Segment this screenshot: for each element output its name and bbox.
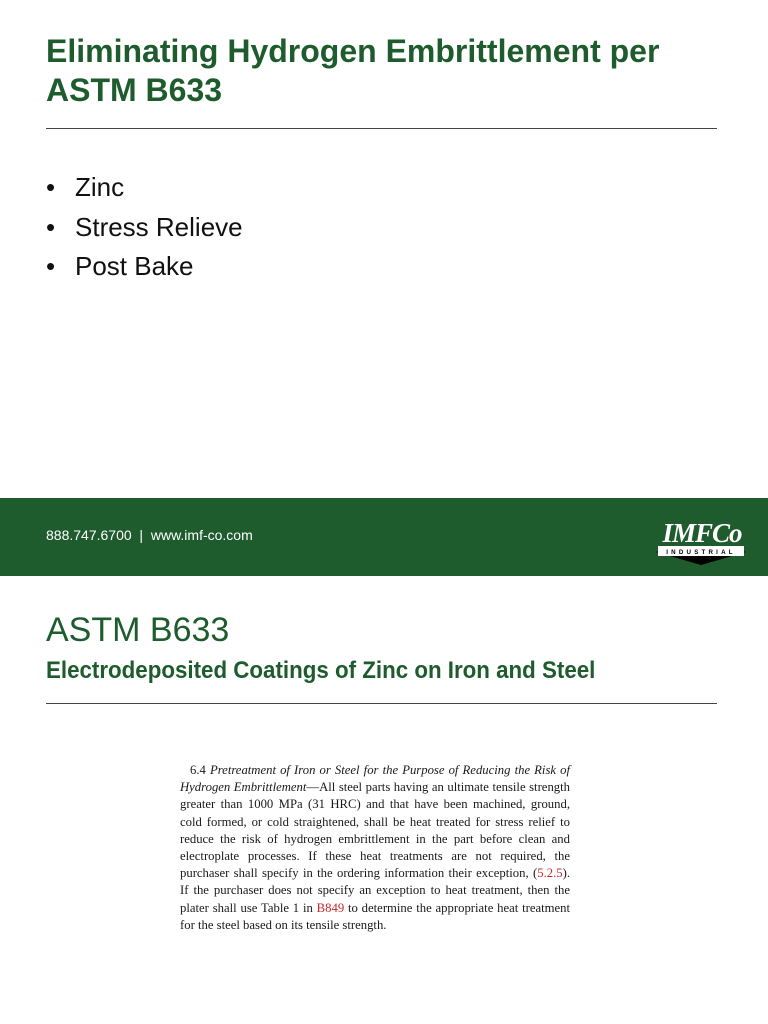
slide-2: [0, 576, 768, 1024]
em-dash: —: [306, 780, 320, 795]
standard-reference-link[interactable]: B849: [316, 900, 345, 915]
slide-2-title: ASTM B633: [46, 611, 230, 649]
bullet-text: Stress Relieve: [75, 211, 243, 242]
bullet-item: [46, 247, 243, 287]
subtitle-divider: [46, 703, 717, 704]
footer-separator: |: [139, 527, 144, 543]
section-reference-link[interactable]: 5.2.5: [537, 866, 563, 881]
section-number: 6.4: [190, 763, 206, 777]
standard-excerpt: [180, 762, 570, 934]
footer-bar: [0, 498, 768, 576]
bullet-marker: •: [46, 251, 56, 281]
bullet-marker: •: [46, 172, 56, 202]
svg-text:IMFCo: IMFCo: [662, 518, 742, 548]
bullet-marker: •: [46, 211, 56, 242]
imfco-logo: [652, 508, 750, 566]
bullet-text: Post Bake: [75, 251, 194, 281]
footer-contact: [46, 527, 253, 543]
title-divider: [46, 128, 717, 129]
phone-number: 888.747.6700: [46, 527, 132, 543]
svg-text:INDUSTRIAL: INDUSTRIAL: [666, 549, 736, 557]
excerpt-text-2: ). If the purchaser does not specify an exception to heat treatment, then the plater shall use Table 1 in: [180, 866, 570, 915]
website-link[interactable]: www.imf-co.com: [150, 527, 253, 543]
slide-2-subtitle: Electrodeposited Coatings of Zinc on Iron and Steel: [46, 657, 596, 684]
bullet-text: Zinc: [75, 172, 125, 202]
bullet-item: [46, 168, 243, 208]
section-heading: Pretreatment of Iron or Steel for the Purpose of Reducing the Risk of Hydrogen Embrittlement: [180, 763, 570, 795]
slide-1-title: Eliminating Hydrogen Embrittlement per ASTM B633: [46, 33, 660, 108]
excerpt-text-1: All steel parts having an ultimate tensile strength greater than 1000 MPa (31 HRC) and that have been machined, ground, cold formed, or cold straightened, shall be heat treated for stress relief to reduce the risk of hydrogen embrittlement in the part before clean and electroplate processes. If these heat treatments are not required, the purchaser shall specify in the ordering information their exception, (: [180, 780, 570, 881]
bullet-item: [46, 208, 243, 248]
excerpt-text-3: to determine the appropriate heat treatment for the steel based on its tensile strength.: [180, 900, 571, 932]
bullet-list: [46, 168, 243, 287]
